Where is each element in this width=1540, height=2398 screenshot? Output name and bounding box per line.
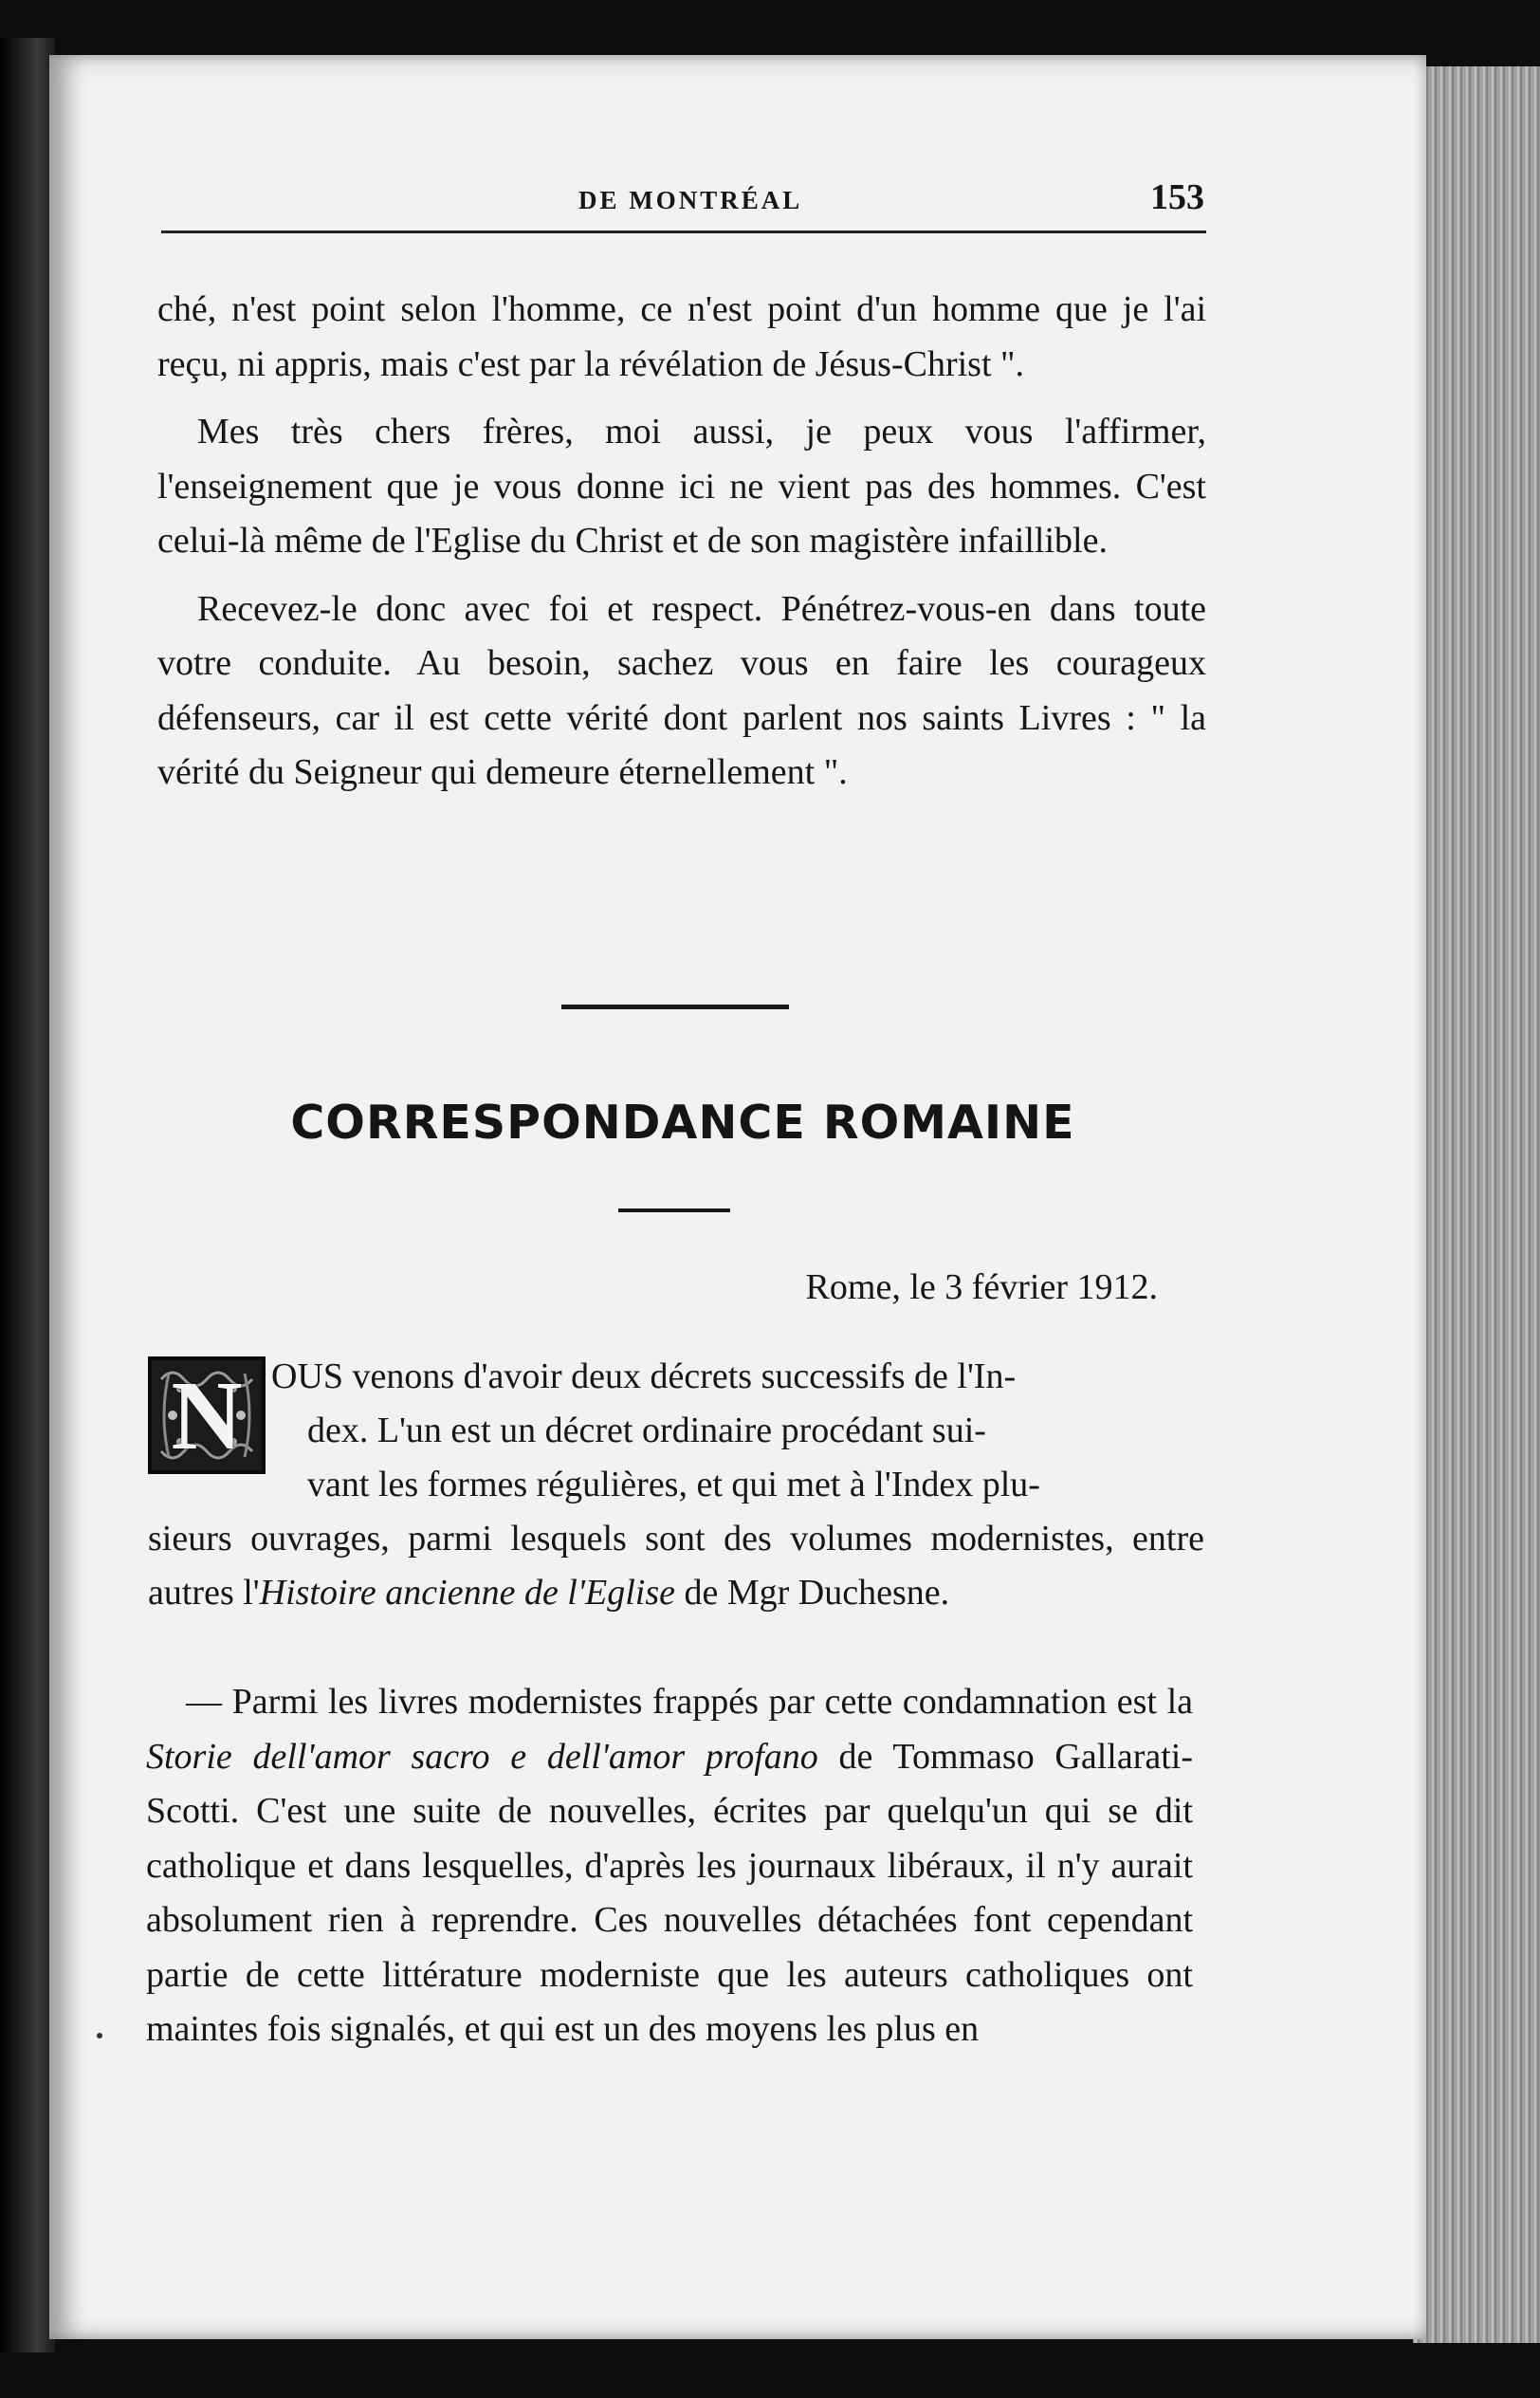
text-run: de Tommaso Gallarati-Scotti. C'est une suite de nouvelles, écrites par quelqu'un qui se dit catholique et dans lesquelles, d'après les journaux libéraux, il n'y aurait absolument rien à reprendre. Ces nouvelles détachées font cependant partie de cette littérature moderniste que les auteurs catholiques ont maintes fois signalés, et qui est un des moyens les plus en	[146, 1736, 1193, 2049]
page-number: 153	[1150, 177, 1204, 217]
text-run: de Mgr Duchesne.	[674, 1573, 950, 1613]
section-divider-long	[561, 1005, 789, 1009]
text-run: sieurs ouvrages, parmi lesquels sont des volumes modernistes, entre autres l'	[148, 1519, 1204, 1613]
text-line: vant les formes régulières, et qui met à l'Index plu-	[307, 1465, 1040, 1504]
running-title: DE MONTRÉAL	[578, 186, 803, 214]
section-divider-short	[618, 1208, 730, 1212]
margin-mark	[97, 2033, 102, 2038]
section-title: CORRESPONDANCE ROMAINE	[290, 1096, 1075, 1150]
page-edges	[1413, 66, 1540, 2343]
book-title-italic: Storie dell'amor sacro e dell'amor profano	[146, 1736, 818, 1777]
paragraph-decrees	[148, 1512, 1204, 1620]
text-line: OUS venons d'avoir deux décrets successifs de l'In-	[271, 1356, 1017, 1396]
dateline: Rome, le 3 février 1912.	[805, 1267, 1158, 1307]
text-line: dex. L'un est un décret ordinaire procédant sui-	[307, 1411, 986, 1450]
book-spine-shadow	[0, 38, 55, 2352]
drop-cap-ornament	[148, 1356, 266, 1474]
article-paragraph-1	[148, 1512, 1204, 1620]
paragraph-modernist-books	[146, 1675, 1193, 2057]
drop-cap-letter: N	[171, 1360, 243, 1470]
article-paragraph-2	[146, 1675, 1193, 2057]
header-rule	[161, 231, 1206, 233]
continuation-text	[157, 283, 1206, 801]
text-run: — Parmi les livres modernistes frappés par cette condamnation est la	[186, 1682, 1193, 1722]
paragraph-continuation-2: Mes très chers frères, moi aussi, je peux vous l'affirmer, l'enseignement que je vous donne ici ne vient pas des hommes. C'est celui-là même de l'Eglise du Christ et de son magistère infaillible.	[157, 412, 1206, 561]
paragraph-continuation-3: Recevez-le donc avec foi et respect. Pénétrez-vous-en dans toute votre conduite. Au besoin, sachez vous en faire les courageux défenseurs, car il est cette vérité dont parlent nos saints Livres : " la vérité du Seigneur qui demeure éternellement ".	[157, 588, 1206, 792]
book-title-italic: Histoire ancienne de l'Eglise	[259, 1573, 675, 1613]
running-head	[161, 176, 1204, 233]
dropcap-wrapped-lines	[271, 1350, 1204, 1512]
paragraph-continuation-1: ché, n'est point selon l'homme, ce n'est point d'un homme que je l'ai reçu, ni appris, mais c'est par la révélation de Jésus-Christ ".	[157, 289, 1206, 384]
